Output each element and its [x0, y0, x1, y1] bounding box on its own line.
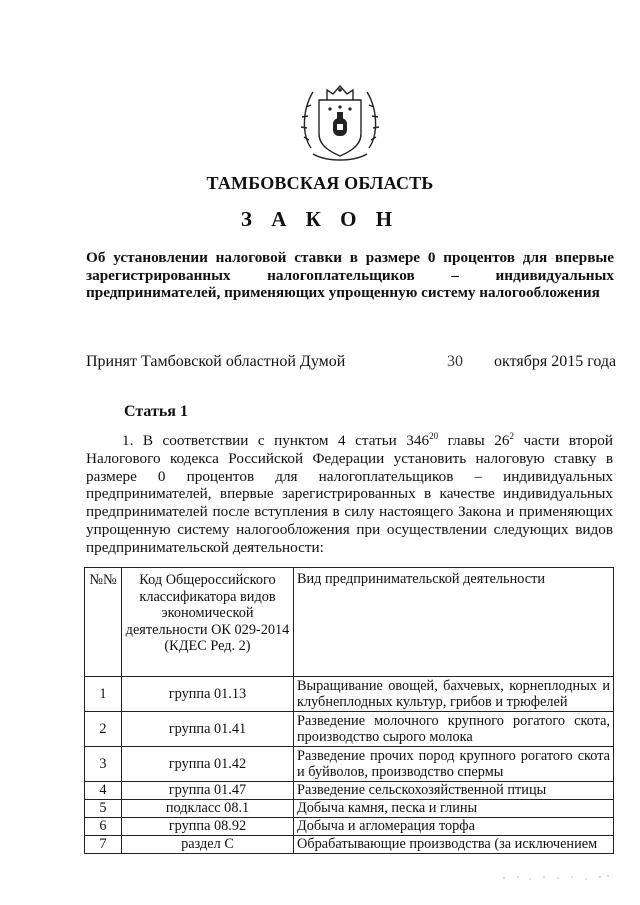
- table-row: [85, 712, 614, 747]
- row-num: 7: [85, 836, 122, 854]
- row-code: группа 08.92: [122, 818, 294, 836]
- row-activity: Обрабатывающие производства (за исключением: [294, 836, 614, 854]
- coat-of-arms-emblem: [297, 78, 383, 164]
- row-num: 5: [85, 800, 122, 818]
- row-code: группа 01.41: [122, 712, 294, 747]
- row-activity: Разведение прочих пород крупного рогатого скота и буйволов, производство спермы: [294, 747, 614, 782]
- row-activity: Выращивание овощей, бахчевых, корнеплодных и клубнеплодных культур, грибов и трюфелей: [294, 677, 614, 712]
- scan-noise-dots: [500, 872, 612, 882]
- table-row: [85, 836, 614, 854]
- table-row: [85, 782, 614, 800]
- adoption-date: октября 2015 года: [494, 353, 617, 370]
- adopted-by: Принят Тамбовской областной Думой: [86, 353, 346, 370]
- header-activity: Вид предпринимательской деятельности: [294, 568, 614, 677]
- table-header-row: [85, 568, 614, 677]
- row-num: 2: [85, 712, 122, 747]
- table-row: [85, 677, 614, 712]
- row-code: раздел С: [122, 836, 294, 854]
- header-code: Код Общероссийского классификатора видов экономической деятельности ОК 029-2014 (КДЕС Ред. 2): [122, 568, 294, 677]
- row-activity: Разведение молочного крупного рогатого скота, производство сырого молока: [294, 712, 614, 747]
- row-activity: Добыча камня, песка и глины: [294, 800, 614, 818]
- table-row: [85, 747, 614, 782]
- row-num: 4: [85, 782, 122, 800]
- adoption-day: 30: [447, 353, 463, 370]
- row-activity: Добыча и агломерация торфа: [294, 818, 614, 836]
- row-num: 1: [85, 677, 122, 712]
- law-subject-title: Об установлении налоговой ставки в размере 0 процентов для впервые зарегистрированных налогоплательщиков – индивидуальных предпринимателей, применяющих упрощенную систему налогообложения: [86, 249, 614, 301]
- row-activity: Разведение сельскохозяйственной птицы: [294, 782, 614, 800]
- row-code: группа 01.47: [122, 782, 294, 800]
- article-heading: Статья 1: [124, 403, 188, 420]
- row-code: группа 01.42: [122, 747, 294, 782]
- table-row: [85, 800, 614, 818]
- activity-table: [84, 567, 614, 854]
- row-num: 3: [85, 747, 122, 782]
- region-title: ТАМБОВСКАЯ ОБЛАСТЬ: [206, 173, 434, 193]
- row-code: подкласс 08.1: [122, 800, 294, 818]
- table-row: [85, 818, 614, 836]
- header-num: №№: [85, 568, 122, 677]
- row-code: группа 01.13: [122, 677, 294, 712]
- article-paragraph: 1. В соответствии с пунктом 4 статьи $346^{20}$ главы $26^2$ части второй Налогового кодекса Российской Федерации установить налоговую ставку в размере 0 процентов для налогоплательщиков – индивидуальных предпринимателей, впервые зарегистрированных в качестве индивидуальных предпринимателей после вступления в силу настоящего Закона и применяющих упрощенную систему налогообложения при осуществлении следующих видов предпринимательской деятельности:: [86, 431, 613, 556]
- row-num: 6: [85, 818, 122, 836]
- document-type-title: З А К О Н: [240, 207, 400, 231]
